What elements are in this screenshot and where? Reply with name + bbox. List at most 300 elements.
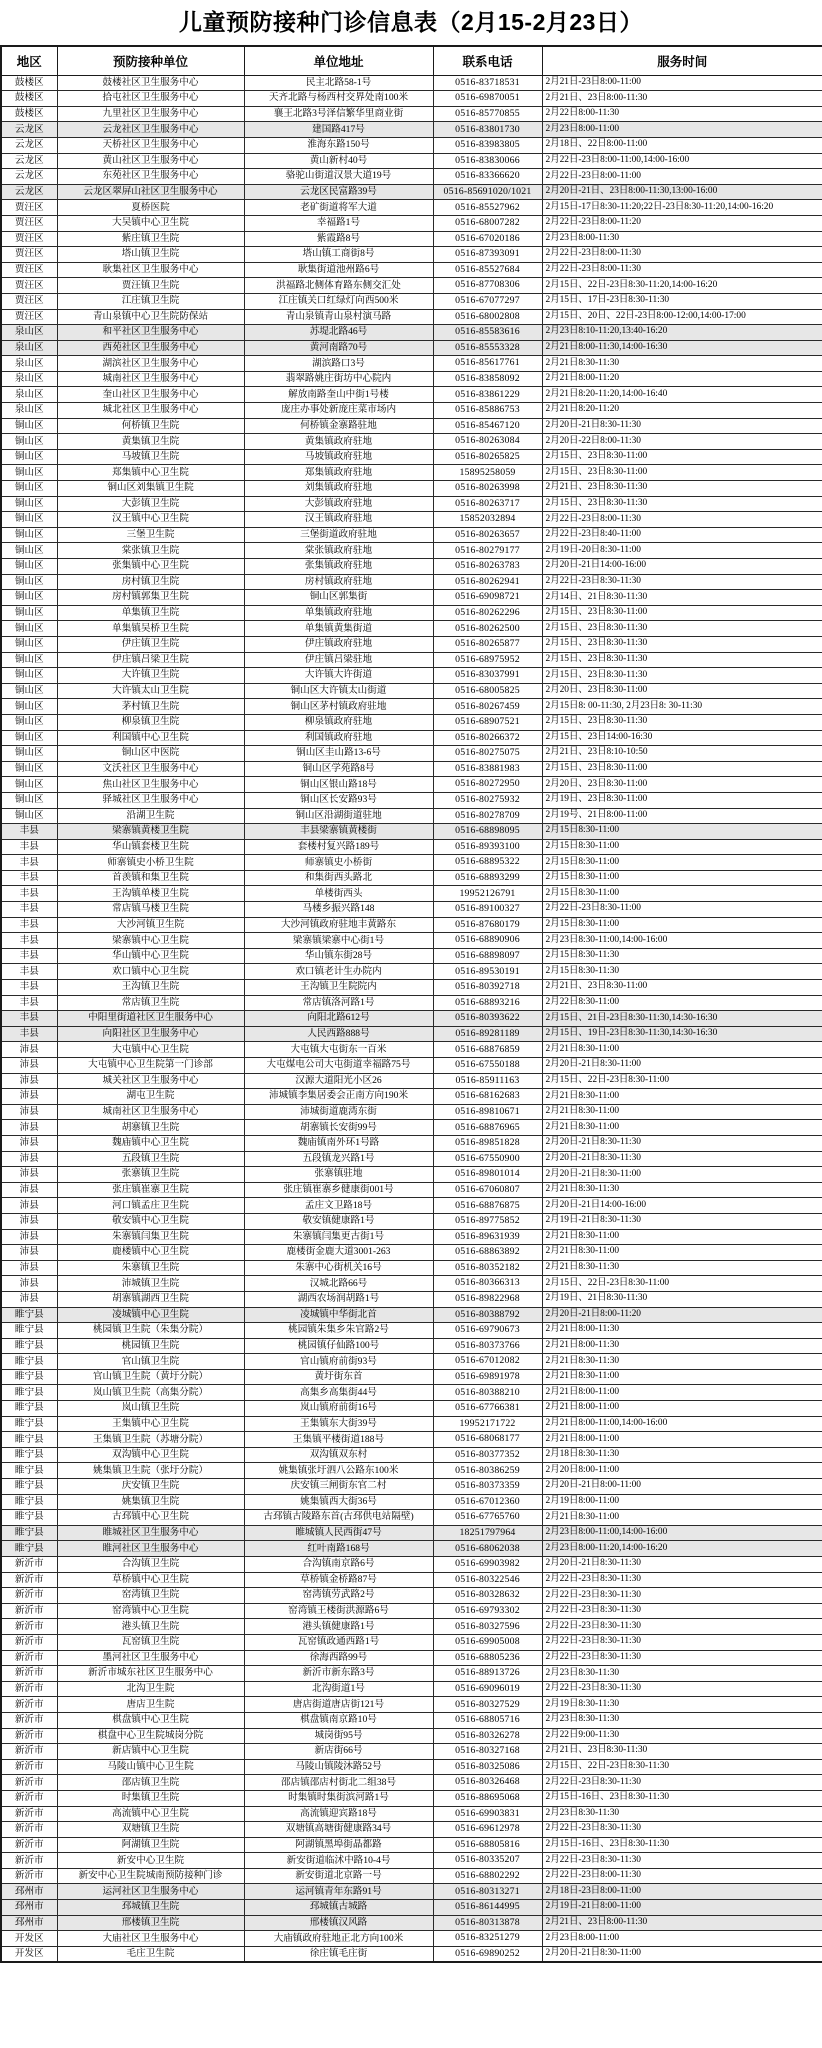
table-row [1,559,822,575]
cell-phone: 0516-87708306 [433,278,542,294]
cell-hours: 2月15日-17日8:30-11:20;22日-23日8:30-11:20,14:00-16:20 [542,200,822,216]
cell-phone: 0516-83801730 [433,122,542,138]
cell-district: 沛县 [1,1089,57,1105]
cell-district: 新沂市 [1,1837,57,1853]
cell-district: 贾汪区 [1,247,57,263]
cell-phone: 0516-80322546 [433,1572,542,1588]
cell-unit: 大沙河镇卫生院 [57,917,244,933]
cell-phone: 0516-89775852 [433,1213,542,1229]
cell-address: 三堡街道政府驻地 [244,527,433,543]
cell-hours: 2月20日-22日8:00-11:30 [542,434,822,450]
cell-phone: 0516-80262941 [433,574,542,590]
cell-hours: 2月15日、22日-23日8:30-11:00 [542,1073,822,1089]
cell-address: 丰县梁寨镇黄楼街 [244,824,433,840]
cell-hours: 2月20日-21日8:00-11:00 [542,1479,822,1495]
cell-district: 丰县 [1,948,57,964]
cell-hours: 2月23日8:00-11:00 [542,122,822,138]
cell-district: 泉山区 [1,340,57,356]
cell-unit: 朱寨镇卫生院 [57,1260,244,1276]
cell-address: 解放南路奎山中街1号楼 [244,387,433,403]
cell-phone: 0516-80265825 [433,449,542,465]
cell-district: 铜山区 [1,777,57,793]
cell-phone: 0516-80327168 [433,1744,542,1760]
cell-address: 向阳北路612号 [244,1011,433,1027]
cell-hours: 2月21日8:00-11:20 [542,371,822,387]
table-row [1,184,822,200]
cell-district: 铜山区 [1,746,57,762]
cell-district: 新沂市 [1,1634,57,1650]
cell-phone: 0516-87680179 [433,917,542,933]
cell-district: 贾汪区 [1,278,57,294]
table-row [1,153,822,169]
cell-unit: 毛庄卫生院 [57,1946,244,1962]
cell-phone: 0516-89851828 [433,1135,542,1151]
cell-unit: 墨河社区卫生服务中心 [57,1650,244,1666]
table-row [1,1432,822,1448]
cell-district: 丰县 [1,995,57,1011]
cell-address: 大庙镇政府驻地正北方向100米 [244,1931,433,1947]
cell-unit: 伊庄镇卫生院 [57,636,244,652]
cell-phone: 0516-68898095 [433,824,542,840]
cell-hours: 2月15日8: 00-11:30, 2月23日8: 30-11:30 [542,699,822,715]
cell-unit: 合沟镇卫生院 [57,1557,244,1573]
table-row [1,1026,822,1042]
cell-district: 新沂市 [1,1681,57,1697]
table-row [1,792,822,808]
cell-phone: 0516-67550188 [433,1058,542,1074]
cell-phone: 0516-80263783 [433,559,542,575]
cell-address: 古邳镇古陵路东首(古邳供电站隔壁) [244,1510,433,1526]
table-row [1,1931,822,1947]
cell-address: 瓦窑镇政通西路1号 [244,1634,433,1650]
cell-address: 湖滨路口3号 [244,356,433,372]
cell-unit: 新店镇中心卫生院 [57,1744,244,1760]
table-row [1,668,822,684]
cell-unit: 铜山区中医院 [57,746,244,762]
table-row [1,418,822,434]
cell-unit: 梁寨镇中心卫生院 [57,933,244,949]
table-row [1,1463,822,1479]
cell-district: 沛县 [1,1073,57,1089]
cell-phone: 0516-88913726 [433,1666,542,1682]
cell-district: 邳州市 [1,1915,57,1931]
cell-phone: 0516-85527962 [433,200,542,216]
cell-district: 睢宁县 [1,1401,57,1417]
cell-district: 铜山区 [1,449,57,465]
cell-unit: 岚山镇卫生院（高集分院） [57,1385,244,1401]
table-row [1,1681,822,1697]
cell-hours: 2月22日9:00-11:30 [542,1728,822,1744]
cell-district: 泉山区 [1,403,57,419]
table-row [1,1479,822,1495]
cell-district: 丰县 [1,964,57,980]
cell-address: 新沂市新东路3号 [244,1666,433,1682]
cell-unit: 唐店卫生院 [57,1697,244,1713]
cell-address: 铜山区学苑路8号 [244,761,433,777]
cell-phone: 0516-68895322 [433,855,542,871]
cell-hours: 2月15日8:30-11:30 [542,964,822,980]
cell-district: 云龙区 [1,153,57,169]
cell-district: 鼓楼区 [1,106,57,122]
cell-phone: 0516-68876875 [433,1198,542,1214]
cell-district: 铜山区 [1,683,57,699]
cell-address: 合沟镇南京路6号 [244,1557,433,1573]
cell-hours: 2月15日、17日-23日8:30-11:30 [542,293,822,309]
cell-hours: 2月15日-16日、23日8:30-11:30 [542,1790,822,1806]
cell-hours: 2月20日-21日8:30-11:00 [542,1058,822,1074]
table-row [1,1775,822,1791]
table-row [1,714,822,730]
cell-unit: 阿湖镇卫生院 [57,1837,244,1853]
cell-hours: 2月15日、23日8:30-11:00 [542,449,822,465]
cell-address: 阿湖镇黑埠街晶都路 [244,1837,433,1853]
table-row [1,1946,822,1962]
cell-district: 新沂市 [1,1619,57,1635]
cell-address: 姚集镇张圩泗八公路东100米 [244,1463,433,1479]
cell-district: 铜山区 [1,699,57,715]
cell-hours: 2月21日8:30-11:00 [542,1104,822,1120]
table-row [1,1697,822,1713]
cell-district: 新沂市 [1,1712,57,1728]
cell-district: 睢宁县 [1,1541,57,1557]
cell-unit: 张庄镇崔寨卫生院 [57,1182,244,1198]
cell-phone: 0516-68890906 [433,933,542,949]
cell-unit: 常店镇马楼卫生院 [57,902,244,918]
cell-address: 窑湾镇王楼街洪源路6号 [244,1603,433,1619]
cell-phone: 0516-89281189 [433,1026,542,1042]
cell-phone: 0516-69612978 [433,1822,542,1838]
table-row [1,1900,822,1916]
cell-hours: 2月15日、22日-23日8:30-11:00 [542,1276,822,1292]
cell-hours: 2月15日8:30-11:00 [542,855,822,871]
cell-district: 沛县 [1,1120,57,1136]
cell-district: 新沂市 [1,1666,57,1682]
cell-phone: 0516-67077297 [433,293,542,309]
cell-address: 伊庄镇吕梁驻地 [244,652,433,668]
cell-phone: 0516-80388210 [433,1385,542,1401]
cell-phone: 0516-67765760 [433,1510,542,1526]
cell-address: 庆安镇三闸街东官二村 [244,1479,433,1495]
cell-hours: 2月22日8:30-11:00 [542,995,822,1011]
column-header-phone: 联系电话 [433,46,542,76]
table-row [1,1619,822,1635]
cell-district: 丰县 [1,855,57,871]
cell-hours: 2月15日、23日8:30-11:30 [542,714,822,730]
table-row [1,1011,822,1027]
cell-unit: 大庙社区卫生服务中心 [57,1931,244,1947]
cell-hours: 2月18日8:30-11:30 [542,1447,822,1463]
table-row [1,200,822,216]
cell-hours: 2月21日、23日8:30-11:00 [542,980,822,996]
table-row [1,574,822,590]
table-row [1,1213,822,1229]
cell-unit: 东苑社区卫生服务中心 [57,169,244,185]
cell-phone: 0516-68863892 [433,1245,542,1261]
cell-hours: 2月15日-16日、23日8:30-11:30 [542,1837,822,1853]
table-row [1,730,822,746]
table-row [1,1276,822,1292]
cell-address: 汉源大道阳光小区26 [244,1073,433,1089]
table-row [1,340,822,356]
cell-hours: 2月15日、23日8:30-11:30 [542,496,822,512]
cell-phone: 0516-85527684 [433,262,542,278]
cell-address: 淮海东路150号 [244,137,433,153]
cell-address: 魏庙镇南外环1号路 [244,1135,433,1151]
cell-hours: 2月19日8:00-11:00 [542,1494,822,1510]
cell-hours: 2月15日、22日-23日8:30-11:20,14:00-16:20 [542,278,822,294]
cell-hours: 2月21日8:00-11:00 [542,1401,822,1417]
cell-district: 铜山区 [1,527,57,543]
table-row [1,1245,822,1261]
cell-address: 凌城镇中华街北首 [244,1307,433,1323]
cell-district: 泉山区 [1,325,57,341]
cell-hours: 2月15日8:30-11:30 [542,948,822,964]
cell-district: 睢宁县 [1,1479,57,1495]
table-row [1,1650,822,1666]
cell-district: 铜山区 [1,605,57,621]
table-row [1,481,822,497]
table-row [1,309,822,325]
cell-district: 睢宁县 [1,1323,57,1339]
table-row [1,1634,822,1650]
cell-hours: 2月22日-23日8:00-11:30 [542,262,822,278]
cell-phone: 0516-80325086 [433,1759,542,1775]
table-row [1,1416,822,1432]
cell-district: 新沂市 [1,1572,57,1588]
cell-address: 和集街西头路北 [244,870,433,886]
cell-address: 王集镇平楼街道188号 [244,1432,433,1448]
cell-phone: 0516-83858092 [433,371,542,387]
cell-phone: 0516-67020186 [433,231,542,247]
cell-unit: 草桥镇中心卫生院 [57,1572,244,1588]
cell-phone: 0516-83881983 [433,761,542,777]
table-row [1,1182,822,1198]
cell-phone: 0516-67060807 [433,1182,542,1198]
cell-phone: 0516-68068177 [433,1432,542,1448]
cell-unit: 沛城镇卫生院 [57,1276,244,1292]
cell-unit: 庆安镇卫生院 [57,1479,244,1495]
cell-phone: 0516-80328632 [433,1588,542,1604]
table-row [1,1822,822,1838]
cell-phone: 0516-89822968 [433,1291,542,1307]
cell-phone: 0516-80327596 [433,1619,542,1635]
cell-unit: 胡寨镇卫生院 [57,1120,244,1136]
table-row [1,1541,822,1557]
cell-address: 铜山区茅村镇政府驻地 [244,699,433,715]
cell-hours: 2月15日、23日14:00-16:30 [542,730,822,746]
cell-district: 沛县 [1,1151,57,1167]
cell-address: 伊庄镇政府驻地 [244,636,433,652]
cell-hours: 2月20日-21日8:30-11:00 [542,1167,822,1183]
cell-phone: 0516-80327529 [433,1697,542,1713]
cell-phone: 19952171722 [433,1416,542,1432]
cell-phone: 0516-89530191 [433,964,542,980]
cell-phone: 18251797964 [433,1525,542,1541]
cell-unit: 王沟镇卫生院 [57,980,244,996]
table-row [1,262,822,278]
table-row [1,434,822,450]
cell-phone: 0516-80335207 [433,1853,542,1869]
cell-unit: 塔山镇卫生院 [57,247,244,263]
cell-hours: 2月20日、23日8:30-11:00 [542,777,822,793]
cell-address: 新安街道临沭中路10-4号 [244,1853,433,1869]
cell-district: 铜山区 [1,434,57,450]
table-row [1,1588,822,1604]
cell-address: 邵店镇邵店村街北二组38号 [244,1775,433,1791]
cell-phone: 0516-85583616 [433,325,542,341]
cell-phone: 0516-83983805 [433,137,542,153]
table-row [1,855,822,871]
cell-hours: 2月22日-23日8:30-11:30 [542,1650,822,1666]
cell-address: 窑湾镇劳武路2号 [244,1588,433,1604]
cell-district: 睢宁县 [1,1510,57,1526]
cell-phone: 0516-68893299 [433,870,542,886]
cell-phone: 0516-80386259 [433,1463,542,1479]
cell-district: 铜山区 [1,496,57,512]
cell-unit: 郑集镇中心卫生院 [57,465,244,481]
table-row [1,465,822,481]
cell-address: 老矿街道将军大道 [244,200,433,216]
cell-district: 贾汪区 [1,293,57,309]
cell-district: 沛县 [1,1104,57,1120]
cell-hours: 2月20日-21日14:00-16:00 [542,559,822,575]
cell-hours: 2月19日、23日8:30-11:00 [542,792,822,808]
table-row [1,980,822,996]
cell-address: 建国路417号 [244,122,433,138]
cell-unit: 桃园镇卫生院 [57,1338,244,1354]
cell-address: 孟庄文卫路18号 [244,1198,433,1214]
cell-hours: 2月21日8:00-11:00 [542,1432,822,1448]
cell-address: 徐海西路99号 [244,1650,433,1666]
table-row [1,902,822,918]
table-row [1,1260,822,1276]
cell-phone: 0516-68005825 [433,683,542,699]
cell-phone: 0516-68062038 [433,1541,542,1557]
table-header-row [1,46,822,76]
cell-phone: 0516-83037991 [433,668,542,684]
table-row [1,948,822,964]
cell-hours: 2月18日、22日8:00-11:00 [542,137,822,153]
cell-district: 丰县 [1,886,57,902]
table-row [1,231,822,247]
cell-district: 云龙区 [1,169,57,185]
cell-district: 睢宁县 [1,1432,57,1448]
table-row [1,403,822,419]
cell-unit: 城关社区卫生服务中心 [57,1073,244,1089]
table-row [1,1291,822,1307]
cell-phone: 0516-80263084 [433,434,542,450]
cell-unit: 邢楼镇卫生院 [57,1915,244,1931]
cell-district: 铜山区 [1,574,57,590]
cell-hours: 2月20日-21日8:30-11:30 [542,1151,822,1167]
cell-district: 沛县 [1,1276,57,1292]
cell-district: 鼓楼区 [1,91,57,107]
cell-unit: 睢河社区卫生服务中心 [57,1541,244,1557]
cell-district: 新沂市 [1,1728,57,1744]
table-row [1,1915,822,1931]
cell-phone: 0516-80263998 [433,481,542,497]
table-row [1,75,822,91]
cell-unit: 王集镇卫生院（苏塘分院） [57,1432,244,1448]
cell-unit: 向阳社区卫生服务中心 [57,1026,244,1042]
cell-unit: 天桥社区卫生服务中心 [57,137,244,153]
cell-phone: 0516-85911163 [433,1073,542,1089]
table-row [1,1447,822,1463]
cell-hours: 2月15日、19日-23日8:30-11:30,14:30-16:30 [542,1026,822,1042]
table-row [1,761,822,777]
cell-district: 新沂市 [1,1822,57,1838]
cell-hours: 2月23日8:30-11:30 [542,1666,822,1682]
cell-address: 襄王北路3号泽信繁华里商业街 [244,106,433,122]
cell-unit: 华山镇中心卫生院 [57,948,244,964]
cell-address: 高集乡高集街44号 [244,1385,433,1401]
cell-hours: 2月22日-23日8:30-11:30 [542,1853,822,1869]
cell-address: 幸福路1号 [244,215,433,231]
cell-district: 贾汪区 [1,309,57,325]
cell-hours: 2月22日-23日8:30-11:30 [542,1634,822,1650]
cell-phone: 0516-68975952 [433,652,542,668]
cell-address: 耿集街道池州路6号 [244,262,433,278]
cell-phone: 0516-80275932 [433,792,542,808]
cell-hours: 2月23日8:00-11:00,14:00-16:00 [542,1525,822,1541]
cell-unit: 何桥镇卫生院 [57,418,244,434]
cell-phone: 0516-69903831 [433,1806,542,1822]
table-row [1,247,822,263]
cell-address: 青山泉镇青山泉村演马路 [244,309,433,325]
cell-unit: 港头镇卫生院 [57,1619,244,1635]
cell-unit: 鹿楼镇中心卫生院 [57,1245,244,1261]
cell-phone: 0516-83830066 [433,153,542,169]
cell-unit: 伊庄镇吕梁卫生院 [57,652,244,668]
table-row [1,512,822,528]
cell-address: 洪福路北侧体育路东侧交汇处 [244,278,433,294]
cell-hours: 2月19号、21日8:00-11:00 [542,808,822,824]
cell-unit: 高流镇中心卫生院 [57,1806,244,1822]
cell-hours: 2月22日-23日8:30-11:30 [542,1588,822,1604]
cell-district: 沛县 [1,1213,57,1229]
cell-phone: 0516-89100327 [433,902,542,918]
cell-address: 张庄镇崔寨乡健康街001号 [244,1182,433,1198]
cell-unit: 首羡镇和集卫生院 [57,870,244,886]
table-row [1,1229,822,1245]
cell-unit: 房村镇郭集卫生院 [57,590,244,606]
cell-district: 丰县 [1,870,57,886]
cell-phone: 0516-67550900 [433,1151,542,1167]
cell-phone: 0516-68907521 [433,714,542,730]
table-row [1,621,822,637]
table-row [1,995,822,1011]
cell-hours: 2月15日8:30-11:00 [542,886,822,902]
cell-hours: 2月20日-21日8:30-11:30 [542,418,822,434]
cell-unit: 文沃社区卫生服务中心 [57,761,244,777]
cell-address: 北沟街道1号 [244,1681,433,1697]
cell-phone: 0516-87393091 [433,247,542,263]
cell-district: 沛县 [1,1245,57,1261]
cell-unit: 沿湖卫生院 [57,808,244,824]
table-row [1,808,822,824]
cell-unit: 利国镇中心卫生院 [57,730,244,746]
cell-address: 马陵山镇陵沐路52号 [244,1759,433,1775]
cell-unit: 河口镇孟庄卫生院 [57,1198,244,1214]
cell-hours: 2月14日、21日8:30-11:30 [542,590,822,606]
cell-hours: 2月22日-23日8:30-11:30 [542,1572,822,1588]
cell-unit: 黄山社区卫生服务中心 [57,153,244,169]
cell-unit: 朱寨镇闫集卫生院 [57,1229,244,1245]
cell-unit: 九里社区卫生服务中心 [57,106,244,122]
table-row [1,1198,822,1214]
cell-hours: 2月15日、23日8:30-11:30 [542,636,822,652]
cell-address: 鹿楼街金鹿大道3001-263 [244,1245,433,1261]
